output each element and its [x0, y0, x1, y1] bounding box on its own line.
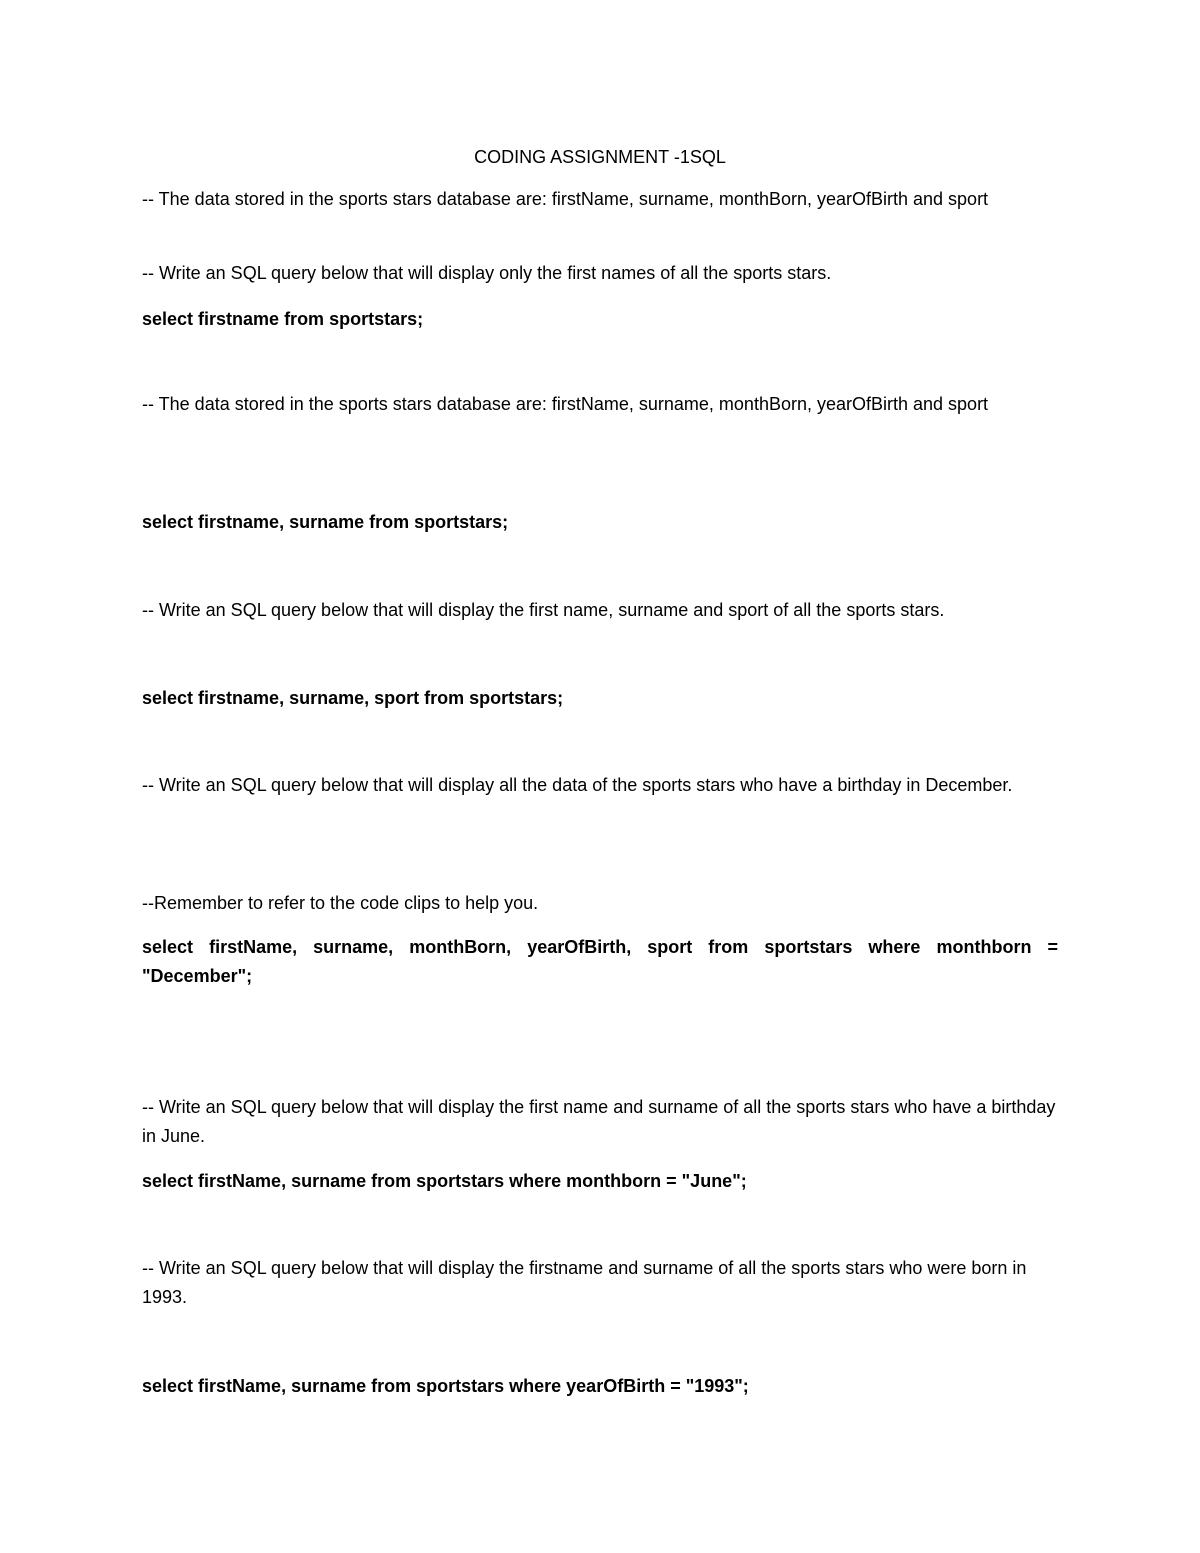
comment-question-1: -- Write an SQL query below that will display only the first names of all the sports stars. [142, 263, 832, 283]
comment-schema-2: -- The data stored in the sports stars database are: firstName, surname, monthBorn, yearOfBirth and sport [142, 394, 989, 414]
comment-question-4: -- Write an SQL query below that will display all the data of the sports stars who have a birthday in December. [142, 775, 1013, 795]
query-3: select firstname, surname, sport from sportstars; [142, 688, 564, 708]
page-title: CODING ASSIGNMENT -1SQL [474, 147, 726, 167]
query-5: select firstName, surname from sportstars where monthborn = "June"; [142, 1171, 747, 1191]
comment-question-6: -- Write an SQL query below that will display the firstname and surname of all the sports stars who were born in 1993. [142, 1258, 1027, 1307]
query-4: select firstName, surname, monthBorn, yearOfBirth, sport from sportstars where monthborn = "December"; [142, 937, 1058, 986]
query-1: select firstname from sportstars; [142, 309, 424, 329]
comment-question-5: -- Write an SQL query below that will display the first name and surname of all the sports stars who have a birthday in June. [142, 1097, 1056, 1146]
comment-question-3: -- Write an SQL query below that will display the first name, surname and sport of all the sports stars. [142, 600, 945, 620]
comment-schema-1: -- The data stored in the sports stars database are: firstName, surname, monthBorn, yearOfBirth and sport [142, 189, 989, 209]
query-2: select firstname, surname from sportstars; [142, 512, 509, 532]
comment-hint: --Remember to refer to the code clips to help you. [142, 893, 539, 913]
query-6: select firstName, surname from sportstars where yearOfBirth = "1993"; [142, 1376, 749, 1396]
